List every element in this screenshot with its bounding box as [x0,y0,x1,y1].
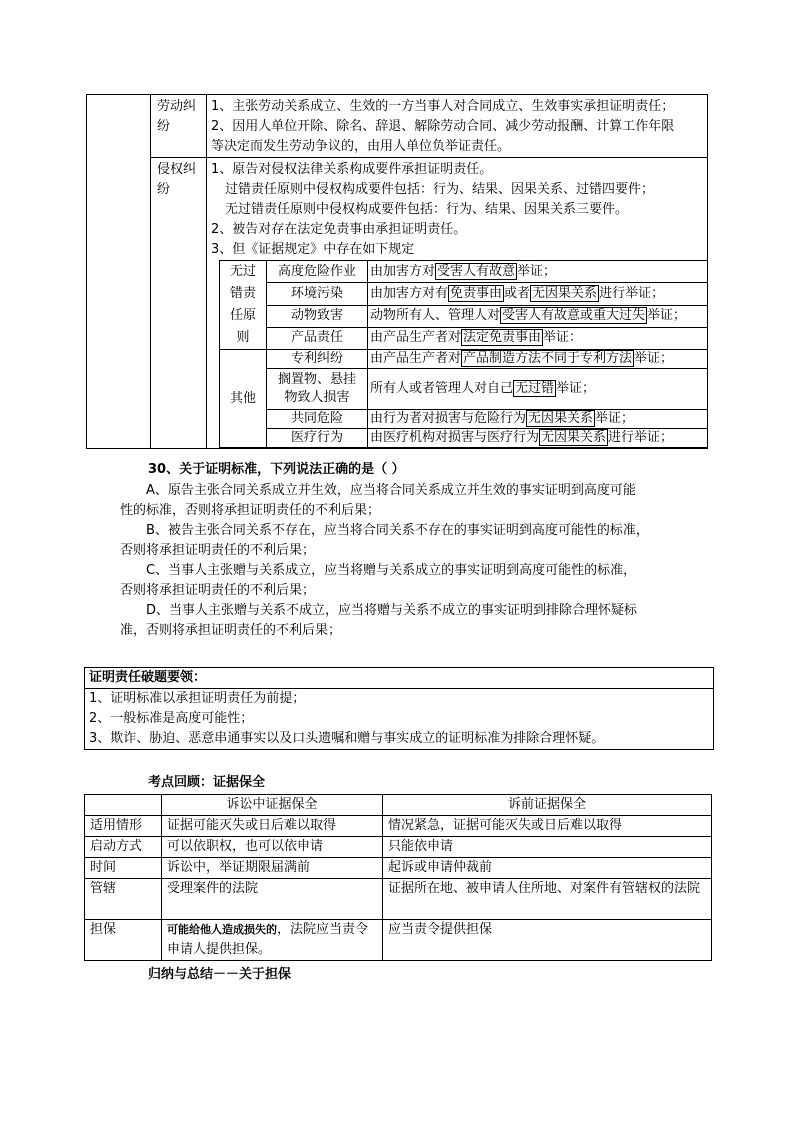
table-row [220,305,708,327]
group-cell: 其他 [220,350,267,448]
question-options [120,481,720,641]
case-rule: 由加害方对有 免责事由 或者 无因果关系 进行举证； [368,283,708,305]
blank-cell [87,95,151,449]
case-name: 医疗行为 [267,429,368,448]
table-row [85,858,712,879]
case-rule: 所有人或者管理人对自己 无过错 举证； [368,369,708,410]
cell-pre: 证据所在地、被申请人住所地、对案件有管辖权的法院 [383,879,712,920]
text-line: 过错责任原则中侵权构成要件包括：行为、结果、因果关系、过错四要件； [225,182,655,197]
table-row [85,816,712,837]
text-line: 无过错责任原则中侵权构成要件包括：行为、结果、因果关系三要件。 [225,202,629,217]
table-row [220,327,708,349]
table-row [220,369,708,410]
text-line: 2、因用人单位开除、除名、辞退、解除劳动合同、减少劳动报酬、计算工作年限 [211,119,675,134]
table-row [220,410,708,429]
case-name: 高度危险作业 [267,261,368,283]
key-point: 3、欺诈、胁迫、恶意串通事实以及口头遗嘱和赠与事实成立的证明标准为排除合理怀疑。 [89,731,605,746]
text-line: 2、被告对存在法定免责事由承担证明责任。 [211,222,467,237]
option-line: 准，否则将承担证明责任的不利后果； [120,623,342,638]
cell-text: ，法院应当责令申请人提供担保。 [167,922,369,957]
row-label: 管辖 [85,879,162,920]
footer-heading: 归纳与总结－－关于担保 [148,967,292,982]
table-row [85,920,712,961]
key-points-title: 证明责任破题要领： [85,668,713,689]
cell-in [162,920,383,961]
case-name: 产品责任 [267,327,368,349]
liability-table [219,260,708,448]
row-label: 时间 [85,858,162,879]
column-header: 诉讼中证据保全 [162,795,383,816]
case-rule: 由行为者对损害与危险行为 无因果关系 举证； [368,410,708,429]
section-heading: 考点回顾：证据保全 [148,775,266,790]
text-line: 等决定而发生劳动争议的，由用人单位负举证责任。 [211,139,511,154]
cell-in: 受理案件的法院 [162,879,383,920]
cell-pre: 起诉或申请仲裁前 [383,858,712,879]
column-header: 诉前证据保全 [383,795,712,816]
case-rule: 由产品生产者对 法定免责事由 举证： [368,327,708,349]
option-line: 否则将承担证明责任的不利后果； [120,583,316,598]
row-label: 担保 [85,920,162,961]
option-line: 性的标准，否则将承担证明责任的不利后果； [120,503,381,518]
option-line: D、当事人主张赠与关系不成立，应当将赠与关系不成立的事实证明到排除合理怀疑标 [146,603,638,618]
case-name: 搁置物、悬挂物致人损害 [267,369,368,410]
cell-pre: 只能依申请 [383,837,712,858]
cell-in: 诉讼中，举证期限届满前 [162,858,383,879]
cell-pre: 应当责令提供担保 [383,920,712,961]
row-label: 启动方式 [85,837,162,858]
option-line: 否则将承担证明责任的不利后果； [120,543,316,558]
option-line: A、原告主张合同关系成立并生效，应当将合同关系成立并生效的事实证明到高度可能 [146,483,636,498]
case-name: 专利纠纷 [267,350,368,369]
case-rule: 动物所有人、管理人对 受害人有故意或重大过失 举证； [368,305,708,327]
dispute-name [151,158,207,449]
dispute-label: 劳动纠纷 [157,99,197,134]
option-line: C、当事人主张赠与关系成立，应当将赠与关系成立的事实证明到高度可能性的标准， [146,563,637,578]
table-row [87,158,708,449]
dispute-label: 侵权纠纷 [157,162,197,197]
case-name: 动物致害 [267,305,368,327]
table-row [87,95,708,158]
preservation-table [84,794,712,961]
case-rule: 由加害方对 受害人有故意 举证； [368,261,708,283]
dispute-name [151,95,207,158]
group-label: 无过错责任原则 [229,264,256,345]
dispute-content [207,158,708,449]
text-line: 3、但《证据规定》中存在如下规定 [211,242,415,257]
question-title: 30、关于证明标准，下列说法正确的是（ ） [148,462,405,477]
table-row [85,879,712,920]
case-name: 共同危险 [267,410,368,429]
option-line: B、被告主张合同关系不存在，应当将合同关系不存在的事实证明到高度可能性的标准， [146,523,649,538]
cell-in: 可以依职权，也可以依申请 [162,837,383,858]
cell-in: 证据可能灭失或日后难以取得 [162,816,383,837]
corner-cell [85,795,162,816]
case-name: 环境污染 [267,283,368,305]
table-row [85,795,712,816]
table-row [220,350,708,369]
key-point: 1、证明标准以承担证明责任为前提； [89,691,306,706]
table-row [85,837,712,858]
key-points-box [84,667,714,750]
bold-phrase: 可能给他人造成损失的 [167,923,277,936]
dispute-content [207,95,708,158]
table-row [220,283,708,305]
text-line: 1、原告对侵权法律关系构成要件承担证明责任。 [211,162,493,177]
row-label: 适用情形 [85,816,162,837]
case-rule: 由医疗机构对损害与医疗行为 无因果关系 进行举证； [368,429,708,448]
dispute-table [86,94,708,449]
key-point: 2、一般标准是高度可能性； [89,711,254,726]
text-line: 1、主张劳动关系成立、生效的一方当事人对合同成立、生效事实承担证明责任； [211,99,675,114]
table-row [220,261,708,283]
cell-pre: 情况紧急，证据可能灭失或日后难以取得 [383,816,712,837]
group-cell [220,261,267,350]
case-rule: 由产品生产者对 产品制造方法不同于专利方法 举证； [368,350,708,369]
table-row [220,429,708,448]
